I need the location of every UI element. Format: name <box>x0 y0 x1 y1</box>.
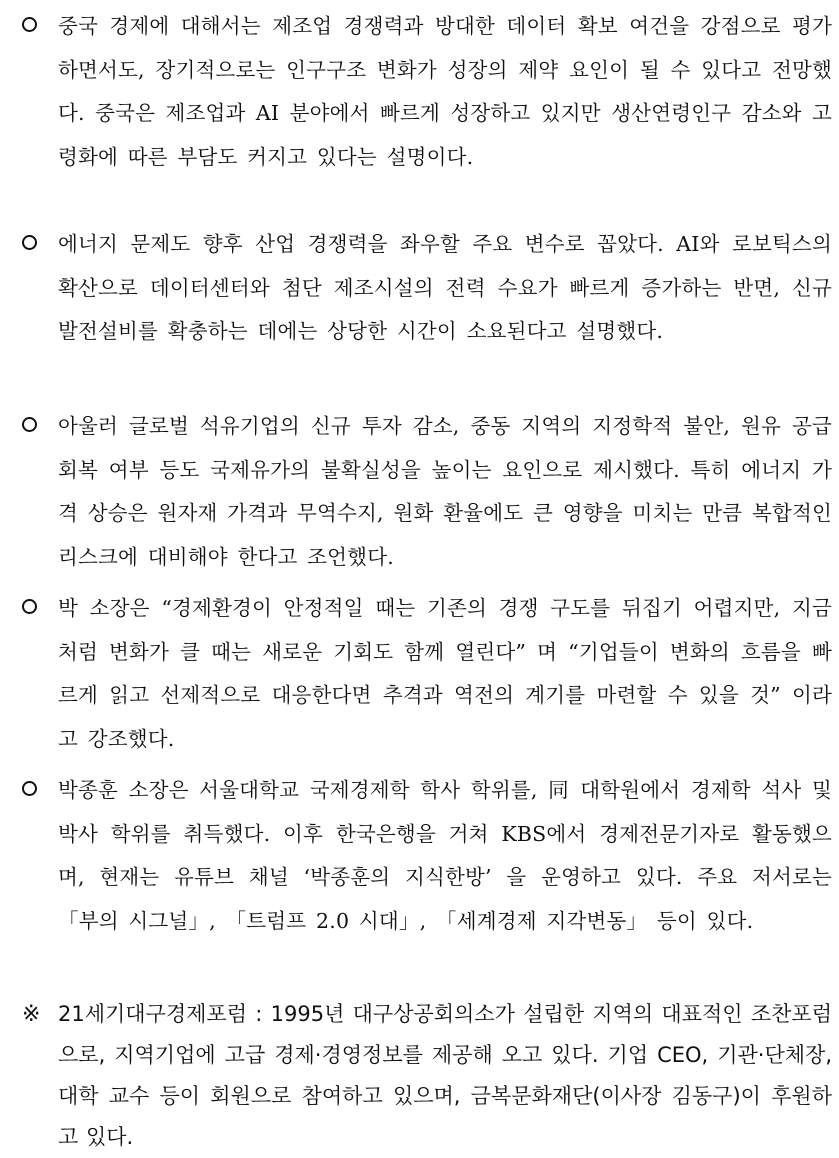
paragraph-text: 아울러 글로벌 석유기업의 신규 투자 감소, 중동 지역의 지정학적 불안, 원유 공급 회복 여부 등도 국제유가의 불확실성을 높이는 요인으로 제시했다. 특히 에너지 가격 상승은 원자재 가격과 무역수지, 원화 환율에도 큰 영향을 미치는 만큼 복합적인 리스크에 대비해야 한다고 조언했다. <box>58 414 832 569</box>
paragraph-text: 중국 경제에 대해서는 제조업 경쟁력과 방대한 데이터 확보 여건을 강점으로 평가하면서도, 장기적으로는 인구구조 변화가 성장의 제약 요인이 될 수 있다고 전망했다. 중국은 제조업과 AI 분야에서 빠르게 성장하고 있지만 생산연령인구 감소와 고령화에 따른 부담도 커지고 있다는 설명이다. <box>58 14 832 169</box>
circle-bullet-icon <box>22 235 37 250</box>
paragraph-china-economy <box>22 5 832 179</box>
paragraph-text: 박종훈 소장은 서울대학교 국제경제학 학사 학위를, 同 대학원에서 경제학 석사 및 박사 학위를 취득했다. 이후 한국은행을 거쳐 KBS에서 경제전문기자로 활동했으며, 현재는 유튜브 채널 ‘박종훈의 지식한방’ 을 운영하고 있다. 주요 저서로는 「부의 시그널」, 「트럼프 2.0 시대」, 「세계경제 지각변동」 등이 있다. <box>58 778 832 933</box>
circle-bullet-icon <box>22 781 37 796</box>
paragraph-text: 박 소장은 “경제환경이 안정적일 때는 기존의 경쟁 구도를 뒤집기 어렵지만, 지금처럼 변화가 클 때는 새로운 기회도 함께 열린다” 며 “기업들이 변화의 흐름을 빠르게 읽고 선제적으로 대응한다면 추격과 역전의 계기를 마련할 수 있을 것” 이라고 강조했다. <box>58 596 832 751</box>
paragraph-quote <box>22 587 832 761</box>
paragraph-oil-risk <box>22 405 832 579</box>
footnote-forum <box>22 994 832 1158</box>
reference-mark-icon: ※ <box>22 1002 41 1027</box>
paragraph-text: 에너지 문제도 향후 산업 경쟁력을 좌우할 주요 변수로 꼽았다. AI와 로보틱스의 확산으로 데이터센터와 첨단 제조시설의 전력 수요가 빠르게 증가하는 반면, 신규 발전설비를 확충하는 데에는 상당한 시간이 소요된다고 설명했다. <box>58 232 832 343</box>
paragraph-energy <box>22 223 832 354</box>
paragraph-speaker-profile <box>22 769 832 943</box>
circle-bullet-icon <box>22 417 37 432</box>
circle-bullet-icon <box>22 17 37 32</box>
circle-bullet-icon <box>22 599 37 614</box>
footnote-text: 21세기대구경제포럼 : 1995년 대구상공회의소가 설립한 지역의 대표적인 조찬포럼으로, 지역기업에 고급 경제·경영정보를 제공해 오고 있다. 기업 CEO, 기관·단체장, 대학 교수 등이 회원으로 참여하고 있으며, 금복문화재단(이사장 김동구)이 후원하고 있다. <box>58 1002 832 1149</box>
